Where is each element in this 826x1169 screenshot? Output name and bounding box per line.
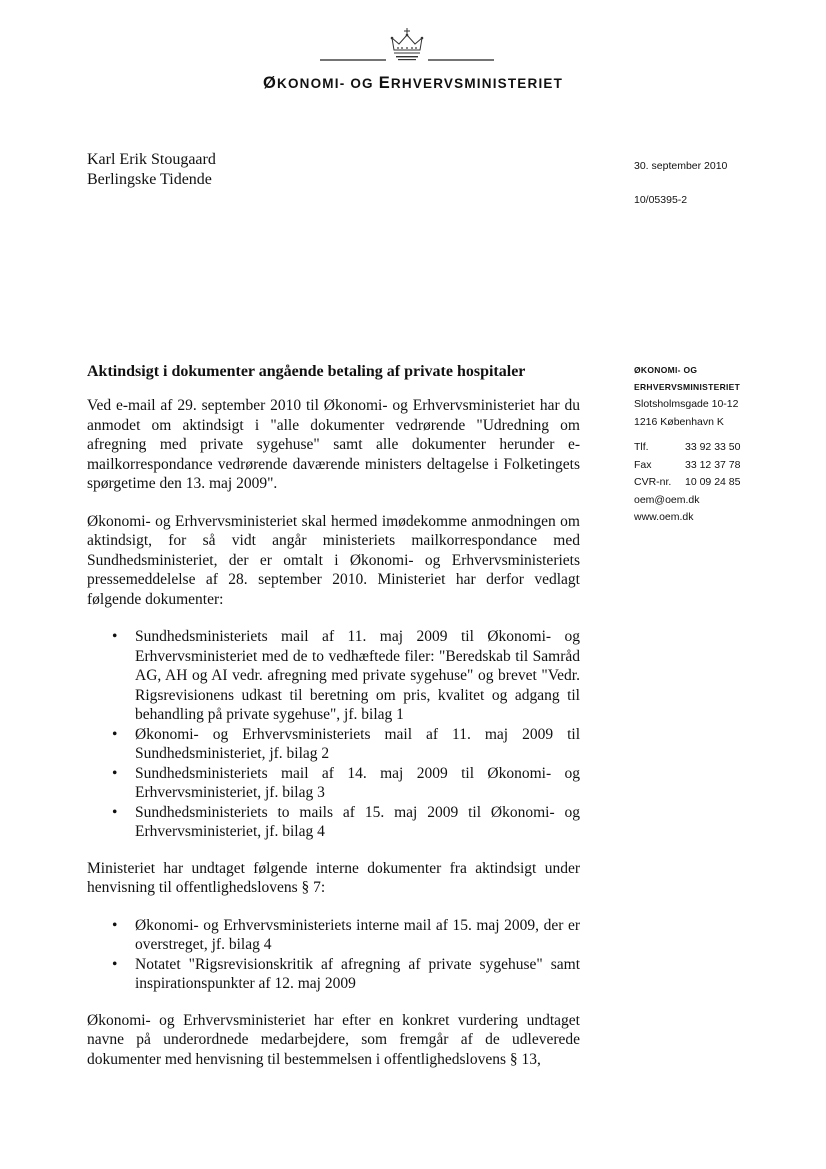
phone-value: 33 92 33 50 [685, 441, 741, 453]
letter-body [87, 362, 580, 1087]
cvr-label: CVR-nr. [634, 476, 672, 488]
list-item [112, 725, 580, 764]
reference-number: 10/05395-2 [634, 194, 688, 206]
list-item [112, 803, 580, 842]
sidebar-email: oem@oem.dk [634, 493, 700, 506]
fax-value: 33 12 37 78 [685, 458, 741, 471]
header-text-1: KONOMI- OG [277, 76, 379, 91]
list-item-text: Sundhedsministeriets mail af 11. maj 2009 til Økonomi- og Erhvervsministeriet med de to vedhæftede filer: "Beredskab til Samråd AG, AH og AI vedr. afregning med private sygehuse" og brevet "Vedr. Rigsrevisionens udkast til beretning om pris, kvalitet og adgang til behandling på private sygehuse", jf. bilag 1 [135, 628, 580, 723]
bullet: • [112, 764, 118, 782]
phone-label: Tlf. [634, 441, 649, 453]
attached-documents-list [87, 627, 580, 842]
sidebar-org-line-2: ERHVERVSMINISTERIET [634, 382, 741, 392]
list-item-text: Økonomi- og Erhvervsministeriets interne mail af 15. maj 2009, der er overstreget, jf. bilag 4 [135, 916, 580, 953]
royal-crown-crest [312, 22, 502, 72]
sender-sidebar [634, 362, 814, 527]
letter-subject: Aktindsigt i dokumenter angående betaling af private hospitaler [87, 363, 526, 380]
list-item [112, 627, 580, 725]
bullet: • [112, 725, 118, 743]
list-item-text: Notatet "Rigsrevisionskritik af afregning af private sygehuse" samt inspirationspunkter af 12. maj 2009 [135, 955, 580, 992]
excluded-documents-list [87, 916, 580, 994]
paragraph-names-exemption: Økonomi- og Erhvervsministeriet har efter en konkret vurdering undtaget navne på underordnede medarbejdere, som fremgår af de udleverede dokumenter med henvisning til bestemmelsen i offentlighedslovens § 13, [87, 1011, 580, 1068]
list-item-text: Sundhedsministeriets mail af 14. maj 2009 til Økonomi- og Erhvervsministeriet, jf. bilag 3 [135, 764, 580, 801]
paragraph-request: Ved e-mail af 29. september 2010 til Økonomi- og Erhvervsministeriet har du anmodet om aktindsigt i "alle dokumenter vedrørende "Udredning om afregning med private sygehuse" samt alle dokumenter herunder e-mailkorrespondance vedrørende daværende ministers deltagelse i Folketingets spørgetime den 13. maj 2009". [87, 397, 580, 492]
sidebar-cvr-row [634, 474, 814, 492]
sidebar-website: www.oem.dk [634, 511, 694, 523]
paragraph-decision: Økonomi- og Erhvervsministeriet skal hermed imødekomme anmodningen om aktindsigt, for så vidt angår ministeriets mailkorrespondance med Sundhedsministeriet, der er omtalt i Økonomi- og Erhvervsministeriets pressemeddelelse af 28. september 2010. Ministeriet har derfor vedlagt følgende dokumenter: [87, 512, 580, 608]
ministry-header-title [0, 74, 826, 93]
list-item-text: Økonomi- og Erhvervsministeriets mail af 11. maj 2009 til Sundhedsministeriet, jf. bilag 2 [135, 725, 580, 762]
recipient-organization: Berlingske Tidende [87, 171, 212, 188]
list-item-text: Sundhedsministeriets to mails af 15. maj 2009 til Økonomi- og Erhvervsministeriet, jf. bilag 4 [135, 803, 580, 840]
sidebar-address-city: 1216 København K [634, 415, 724, 428]
list-item [112, 955, 580, 994]
list-item [112, 916, 580, 955]
bullet: • [112, 628, 118, 645]
sidebar-phone-row [634, 439, 814, 457]
list-item [112, 764, 580, 803]
sidebar-fax-row [634, 457, 814, 475]
letter-date: 30. september 2010 [634, 160, 728, 172]
header-text-2: RHVERVSMINISTERIET [390, 76, 564, 91]
header-letter-2: E [378, 74, 391, 92]
paragraph-exclusions: Ministeriet har undtaget følgende interne dokumenter fra aktindsigt under henvisning til offentlighedslovens § 7: [87, 859, 580, 896]
bullet: • [112, 916, 118, 934]
fax-label: Fax [634, 458, 652, 471]
bullet: • [112, 955, 118, 973]
recipient-block [87, 150, 216, 190]
cvr-value: 10 09 24 85 [685, 476, 741, 488]
bullet: • [112, 803, 118, 821]
header-letter-1: Ø [262, 74, 277, 92]
sidebar-address-street: Slotsholmsgade 10-12 [634, 398, 739, 410]
recipient-name: Karl Erik Stougaard [87, 151, 216, 168]
sidebar-org-line-1: ØKONOMI- OG [634, 365, 698, 375]
